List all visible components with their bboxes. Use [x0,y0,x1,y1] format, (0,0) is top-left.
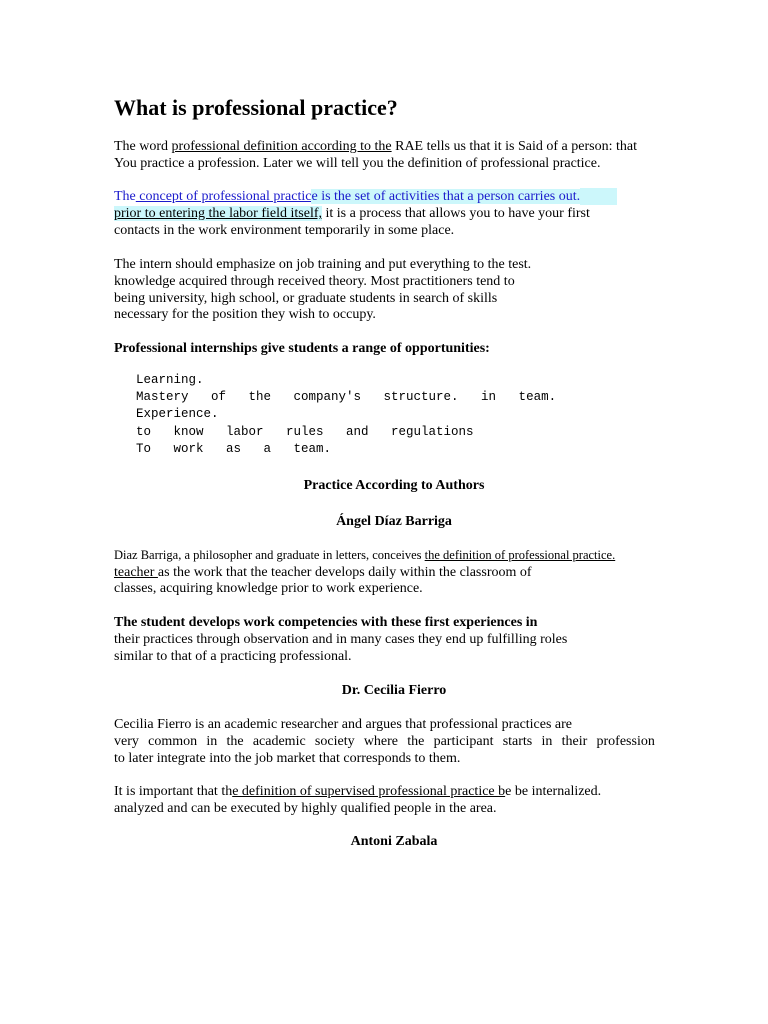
underlined-link-text[interactable]: e definition of supervised professional practice b [232,784,506,799]
paragraph-6-line-3: to later integrate into the job market that corresponds to them. [114,751,461,766]
word: common [148,734,198,749]
text-run: It is important that th [114,784,233,799]
text-run: The [114,189,136,204]
underlined-link-text[interactable]: the definition of professional practice. [424,548,616,562]
opportunities-heading: Professional internships give students a range of opportunities: [114,341,490,356]
paragraph-3-line-4: necessary for the position they wish to occupy. [114,307,376,322]
underlined-link-text[interactable]: professional definition according to the [171,139,392,154]
paragraph-5-line-3: similar to that of a practicing professional. [114,649,352,664]
text-run: RAE tells us that it is Said of a person: that [391,139,637,154]
paragraph-2-line-2 [114,205,590,222]
word: the [226,734,244,749]
paragraph-4-line-1 [114,547,615,564]
word: the [407,734,425,749]
paragraph-6-line-1: Cecilia Fierro is an academic researcher and argues that professional practices are [114,717,573,732]
highlighted-text: e is the set of activities that a person carries out. [311,189,581,204]
text-run: as the work that the teacher develops daily within the classroom of [157,565,532,580]
word: where [363,734,399,749]
paragraph-3-line-2: knowledge acquired through received theory. Most practitioners tend to [114,274,515,289]
paragraph-4-line-3: classes, acquiring knowledge prior to work experience. [114,581,423,596]
paragraph-4-line-2 [114,564,532,581]
paragraph-2-line-1 [114,188,617,205]
word: academic [252,734,306,749]
text-run: e be internalized. [505,784,602,799]
word: in [206,734,218,749]
paragraph-1-line-2: You practice a profession. Later we will tell you the definition of professional practice. [114,156,601,171]
author-heading: Ángel Díaz Barriga [336,514,452,529]
paragraph-5-line-1: The student develops work competencies with these first experiences in [114,615,538,630]
list-item: Experience. [136,407,219,421]
page-title: What is professional practice? [114,95,398,120]
word: very [114,734,139,749]
word: society [314,734,355,749]
text-run: Diaz Barriga, a philosopher and graduate in letters, conceives [114,548,425,562]
author-heading: Antoni Zabala [350,834,438,849]
list-item: Learning. [136,373,204,387]
text-run: it is a process that allows you to have your first [322,206,590,221]
list-item: To work as a team. [136,442,332,456]
author-heading: Dr. Cecilia Fierro [341,683,447,698]
word: in [541,734,553,749]
underlined-link-text[interactable]: teacher [114,565,158,580]
text-run: The word [114,139,172,154]
paragraph-3-line-1: The intern should emphasize on job training and put everything to the test. [114,257,532,272]
word: profession [596,734,655,749]
paragraph-6-line-2 [114,733,655,750]
list-item: Mastery of the company's structure. in team. [136,390,557,404]
paragraph-5-line-2: their practices through observation and in many cases they end up fulfilling roles [114,632,568,647]
paragraph-7-line-1 [114,783,601,800]
paragraph-1-line-1 [114,138,637,155]
highlight-tail [580,188,617,205]
word: participant [433,734,494,749]
word: their [561,734,588,749]
paragraph-2-line-3: contacts in the work environment temporarily in some place. [114,223,455,238]
list-item: to know labor rules and regulations [136,425,474,439]
paragraph-3-line-3: being university, high school, or graduate students in search of skills [114,291,498,306]
highlighted-underlined-text[interactable]: prior to entering the labor field itself, [114,206,322,221]
section-heading: Practice According to Authors [303,478,485,493]
paragraph-7-line-2: analyzed and can be executed by highly qualified people in the area. [114,801,497,816]
word: starts [502,734,533,749]
concept-link[interactable]: concept of professional practic [135,189,312,204]
